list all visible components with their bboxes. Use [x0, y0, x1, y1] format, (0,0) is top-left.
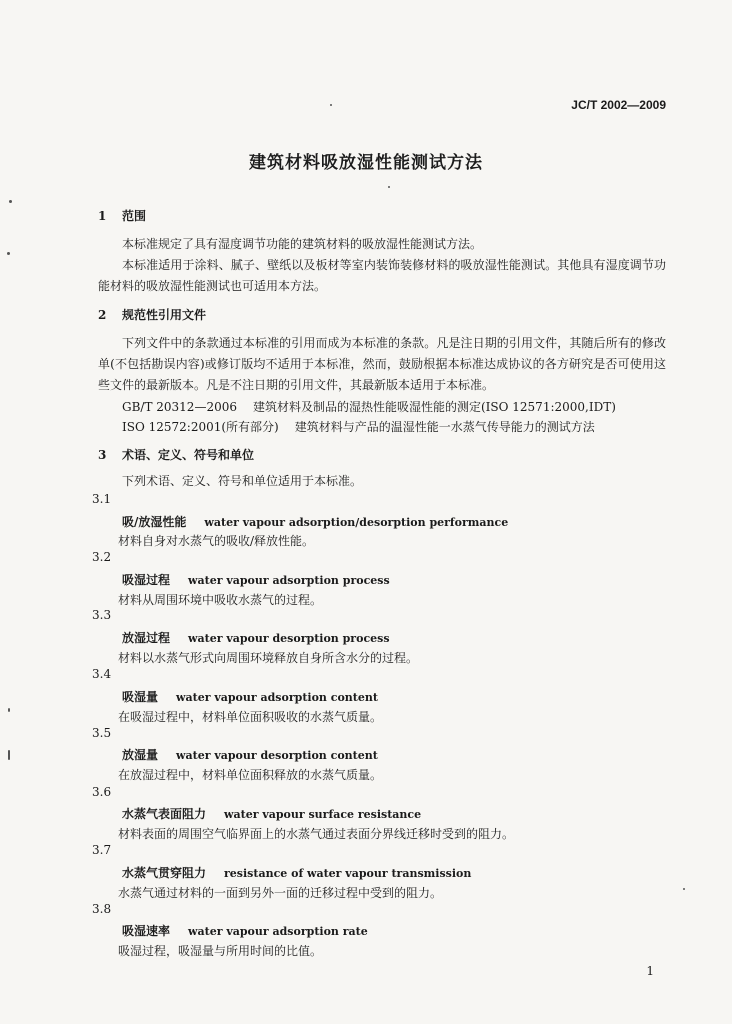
term-number: 3.2 [92, 550, 112, 564]
scan-speck [388, 186, 390, 188]
term-number: 3.8 [92, 902, 112, 916]
references-paragraph: 下列文件中的条款通过本标准的引用而成为本标准的条款。凡是注日期的引用文件，其随后所有的修改单(不包括勘误内容)或修订版均不适用于本标准，然而，鼓励根据本标准达成协议的各方研究是否可使用这些文件的最新版本。凡是不注日期的引用文件，其最新版本适用于本标准。 [98, 336, 666, 392]
term-number: 3.7 [92, 843, 112, 857]
term-number: 3.5 [92, 726, 112, 740]
reference-title: 建筑材料及制品的湿热性能吸湿性能的测定(ISO 12571:2000,IDT) [252, 400, 616, 414]
term-zh: 放湿量 [122, 748, 159, 762]
term-definition: 材料自身对水蒸气的吸收/释放性能。 [118, 534, 315, 548]
term-zh: 吸湿过程 [122, 573, 171, 587]
term-definition: 水蒸气通过材料的一面到另外一面的迁移过程中受到的阻力。 [118, 886, 443, 900]
term-en: water vapour adsorption rate [188, 925, 368, 938]
reference-item [122, 418, 595, 435]
term-en: water vapour adsorption process [188, 574, 390, 587]
term-definition: 材料以水蒸气形式向周围环境释放自身所含水分的过程。 [118, 651, 419, 665]
term-en: water vapour desorption process [188, 632, 390, 645]
section-number: 3 [98, 448, 107, 462]
section-title: 术语、定义、符号和单位 [122, 448, 255, 462]
section-heading-normative-references [98, 306, 206, 323]
term-zh: 吸湿速率 [122, 924, 171, 938]
scan-speck [9, 200, 12, 203]
term-entry [122, 629, 390, 646]
term-entry [122, 864, 471, 881]
term-zh: 水蒸气贯穿阻力 [122, 866, 207, 880]
term-number: 3.4 [92, 667, 112, 681]
term-definition: 材料从周围环境中吸收水蒸气的过程。 [118, 593, 323, 607]
standard-code: JC/T 2002—2009 [571, 98, 666, 112]
term-en: water vapour surface resistance [224, 808, 422, 821]
term-en: water vapour adsorption/desorption performance [204, 516, 509, 529]
term-entry [122, 805, 421, 822]
scope-paragraph-2: 本标准适用于涂料、腻子、壁纸以及板材等室内装饰装修材料的吸放湿性能测试。其他具有湿度调节功能材料的吸放湿性能测试也可适用本方法。 [98, 258, 666, 293]
scan-speck [683, 888, 685, 890]
scan-speck [8, 750, 10, 760]
term-zh: 吸/放湿性能 [122, 515, 187, 529]
term-en: water vapour adsorption content [176, 691, 378, 704]
term-number: 3.1 [92, 492, 112, 506]
term-entry [122, 746, 378, 763]
section-heading-scope [98, 207, 146, 224]
reference-item [122, 398, 616, 415]
document-title: 建筑材料吸放湿性能测试方法 [249, 153, 483, 173]
term-definition: 吸湿过程，吸湿量与所用时间的比值。 [118, 944, 323, 958]
section-number: 1 [98, 209, 107, 223]
section-number: 2 [98, 308, 107, 322]
term-entry [122, 513, 508, 530]
term-definition: 在放湿过程中，材料单位面积释放的水蒸气质量。 [118, 768, 383, 782]
reference-code: GB/T 20312—2006 [122, 400, 237, 414]
section-title: 范围 [122, 209, 147, 223]
term-en: resistance of water vapour transmission [224, 867, 472, 880]
reference-title: 建筑材料与产品的温湿性能一水蒸气传导能力的测试方法 [294, 420, 595, 434]
reference-code: ISO 12572:2001(所有部分) [122, 420, 279, 434]
term-definition: 材料表面的周围空气临界面上的水蒸气通过表面分界线迁移时受到的阻力。 [118, 827, 515, 841]
term-en: water vapour desorption content [176, 749, 378, 762]
term-number: 3.6 [92, 785, 112, 799]
page-number: 1 [646, 964, 654, 978]
scan-speck [7, 252, 10, 255]
scan-speck [8, 708, 10, 712]
term-definition: 在吸湿过程中，材料单位面积吸收的水蒸气质量。 [118, 710, 383, 724]
term-number: 3.3 [92, 608, 112, 622]
section-title: 规范性引用文件 [122, 308, 207, 322]
term-zh: 放湿过程 [122, 631, 171, 645]
terms-intro: 下列术语、定义、符号和单位适用于本标准。 [122, 474, 363, 488]
term-entry [122, 922, 368, 939]
term-entry [122, 571, 390, 588]
scan-speck [330, 104, 332, 106]
term-zh: 吸湿量 [122, 690, 159, 704]
scope-paragraph-1: 本标准规定了具有湿度调节功能的建筑材料的吸放湿性能测试方法。 [122, 237, 483, 251]
term-entry [122, 688, 378, 705]
term-zh: 水蒸气表面阻力 [122, 807, 207, 821]
section-heading-terms [98, 446, 254, 463]
